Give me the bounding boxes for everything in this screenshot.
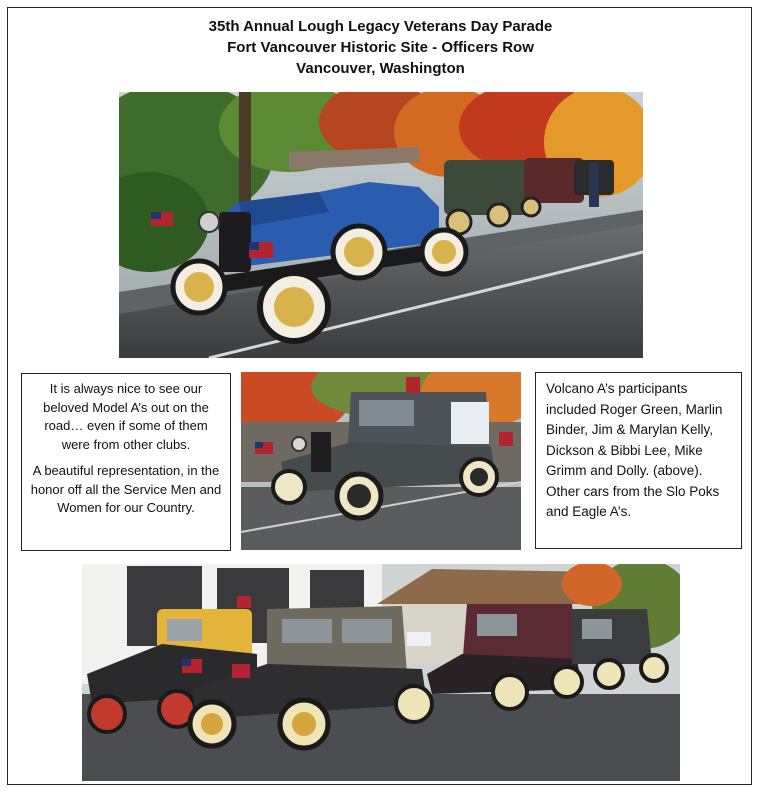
title-line-2: Fort Vancouver Historic Site - Officers Row [227,39,534,56]
left-paragraph-2: A beautiful representation, in the honor off all the Service Men and Women for our Country. [30,463,222,515]
photo-bottom-car-lineup [82,564,680,781]
page-title [8,16,753,79]
left-paragraph-1: It is always nice to see our beloved Model A’s out on the road… even if some of them were from other clubs. [43,381,209,452]
title-line-3: Vancouver, Washington [296,60,465,77]
right-text-box [535,372,742,549]
left-text-box [21,373,231,551]
title-line-1: 35th Annual Lough Legacy Veterans Day Parade [208,18,553,35]
photo-middle-gray-sedan [241,372,521,550]
photo-top-blue-roadster [119,92,643,358]
right-paragraph: Volcano A’s participants included Roger Green, Marlin Binder, Jim & Marylan Kelly, Dickson & Bibbi Lee, Mike Grimm and Dolly. (above). Other cars from the Slo Poks and Eagle A’s. [546,381,723,519]
